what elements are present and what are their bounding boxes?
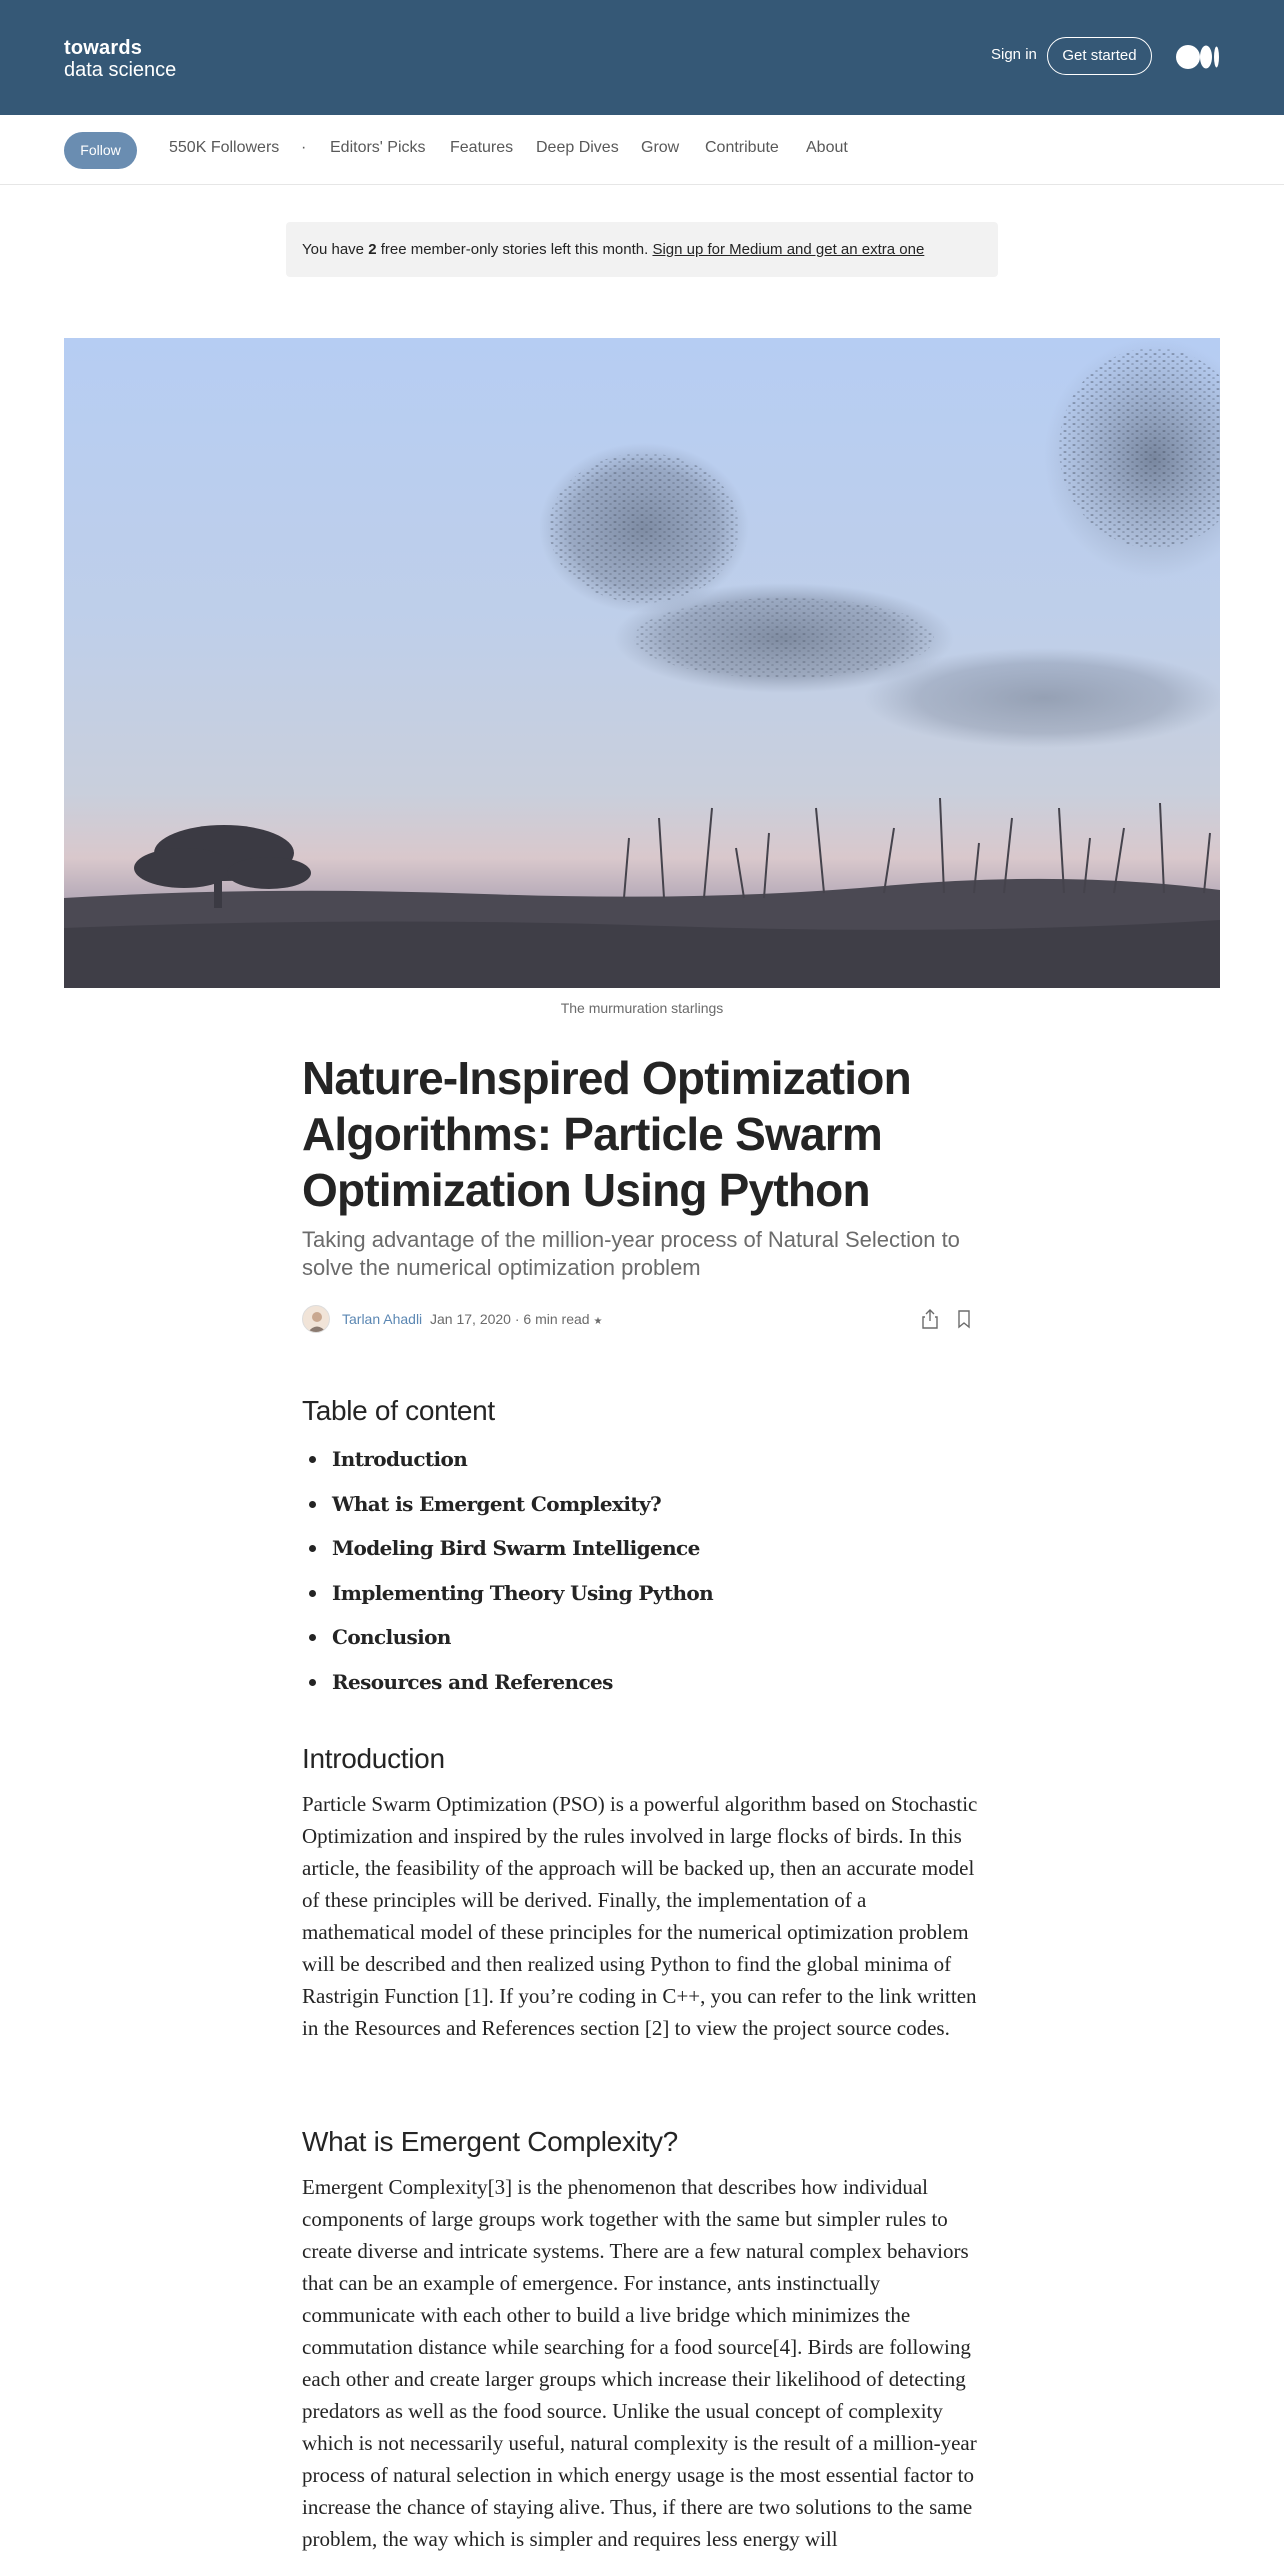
member-stories-banner xyxy=(286,222,998,277)
toc-item-modeling[interactable]: Modeling Bird Swarm Intelligence xyxy=(302,1526,982,1571)
nav-item-deep-dives[interactable]: Deep Dives xyxy=(536,139,619,156)
toc-item-introduction[interactable]: Introduction xyxy=(302,1437,982,1482)
toc-item-resources[interactable]: Resources and References xyxy=(302,1660,982,1705)
banner-middle: free member-only stories left this month. xyxy=(376,241,653,258)
toc-item-conclusion[interactable]: Conclusion xyxy=(302,1615,982,1660)
hero-image xyxy=(64,338,1220,988)
medium-logo-icon[interactable] xyxy=(1176,44,1220,70)
murmuration-photo xyxy=(64,338,1220,988)
banner-count: 2 xyxy=(368,241,377,258)
toc-list xyxy=(302,1437,982,1705)
nav-item-grow[interactable]: Grow xyxy=(641,139,680,156)
emergent-complexity-paragraph: Emergent Complexity[3] is the phenomenon that describes how individual components of large groups work together with the same but simpler rules to create diverse and intricate systems. There are a few natural complex behaviors that can be an example of emergence. For instance, ants instinctually communicate with each other to build a live bridge which minimizes the commutation distance while searching for a food source[4]. Birds are following each other and create larger groups which increase their likelihood of detecting predators as well as the food source. Unlike the usual concept of complexity which is not necessarily useful, natural complexity is the result of a million-year process of natural selection in which energy usage is the most essential factor to increase the chance of staying alive. Thus, if there are two solutions to the same problem, the way which is simpler and requires less energy will xyxy=(302,2175,977,2551)
nav-item-features[interactable]: Features xyxy=(450,139,514,156)
section-heading-introduction: Introduction xyxy=(302,1743,445,1774)
section-heading-emergent-complexity: What is Emergent Complexity? xyxy=(302,2126,678,2157)
get-started-button[interactable]: Get started xyxy=(1047,37,1152,75)
top-header xyxy=(0,0,1284,115)
nav-item-about[interactable]: About xyxy=(806,139,848,156)
nav-item-contribute[interactable]: Contribute xyxy=(705,139,779,156)
sign-in-link[interactable]: Sign in xyxy=(991,46,1037,63)
article-subtitle: Taking advantage of the million-year process of Natural Selection to solve the numerical optimization problem xyxy=(302,1227,960,1280)
brand-line-1: towards xyxy=(64,37,143,59)
avatar-image xyxy=(303,1306,330,1333)
nav-separator: · xyxy=(301,139,307,156)
article-title: Nature-Inspired Optimization Algorithms: Particle Swarm Optimization Using Python xyxy=(302,1052,911,1216)
brand-line-2: data science xyxy=(64,59,177,81)
follow-button[interactable]: Follow xyxy=(64,132,137,169)
publication-logo[interactable] xyxy=(64,38,176,80)
author-name[interactable]: Tarlan Ahadli xyxy=(342,1311,423,1327)
toc-item-implementing[interactable]: Implementing Theory Using Python xyxy=(302,1571,982,1616)
article-meta xyxy=(302,1305,982,1335)
publish-info xyxy=(430,1311,602,1327)
member-star-icon: ★ xyxy=(593,1316,603,1327)
hero-caption: The murmuration starlings xyxy=(560,1000,724,1016)
banner-prefix: You have xyxy=(302,241,369,258)
toc-item-emergent-complexity[interactable]: What is Emergent Complexity? xyxy=(302,1482,982,1527)
introduction-paragraph: Particle Swarm Optimization (PSO) is a powerful algorithm based on Stochastic Optimization and inspired by the rules involved in large flocks of birds. In this article, the feasibility of the approach will be backed up, then an accurate model of these principles will be derived. Finally, the implementation of a mathematical model of these principles for the numerical optimization problem will be described and then realized using Python to find the global minima of Rastrigin Function [1]. If you’re coding in C++, you can refer to the link written in the Resources and References section [2] to view the project source codes. xyxy=(302,1792,978,2040)
publish-date: Jan 17, 2020 xyxy=(430,1311,511,1327)
meta-dot: · xyxy=(514,1311,520,1327)
bookmark-icon[interactable] xyxy=(952,1307,976,1331)
share-icon[interactable] xyxy=(918,1307,942,1331)
nav-item-editors-picks[interactable]: Editors' Picks xyxy=(330,139,426,156)
publication-nav xyxy=(0,115,1284,185)
toc-heading: Table of content xyxy=(302,1395,495,1426)
author-avatar[interactable] xyxy=(302,1305,330,1333)
read-time: 6 min read xyxy=(523,1311,590,1327)
followers-count[interactable]: 550K Followers xyxy=(169,139,280,156)
signup-link[interactable]: Sign up for Medium and get an extra one xyxy=(652,241,925,258)
